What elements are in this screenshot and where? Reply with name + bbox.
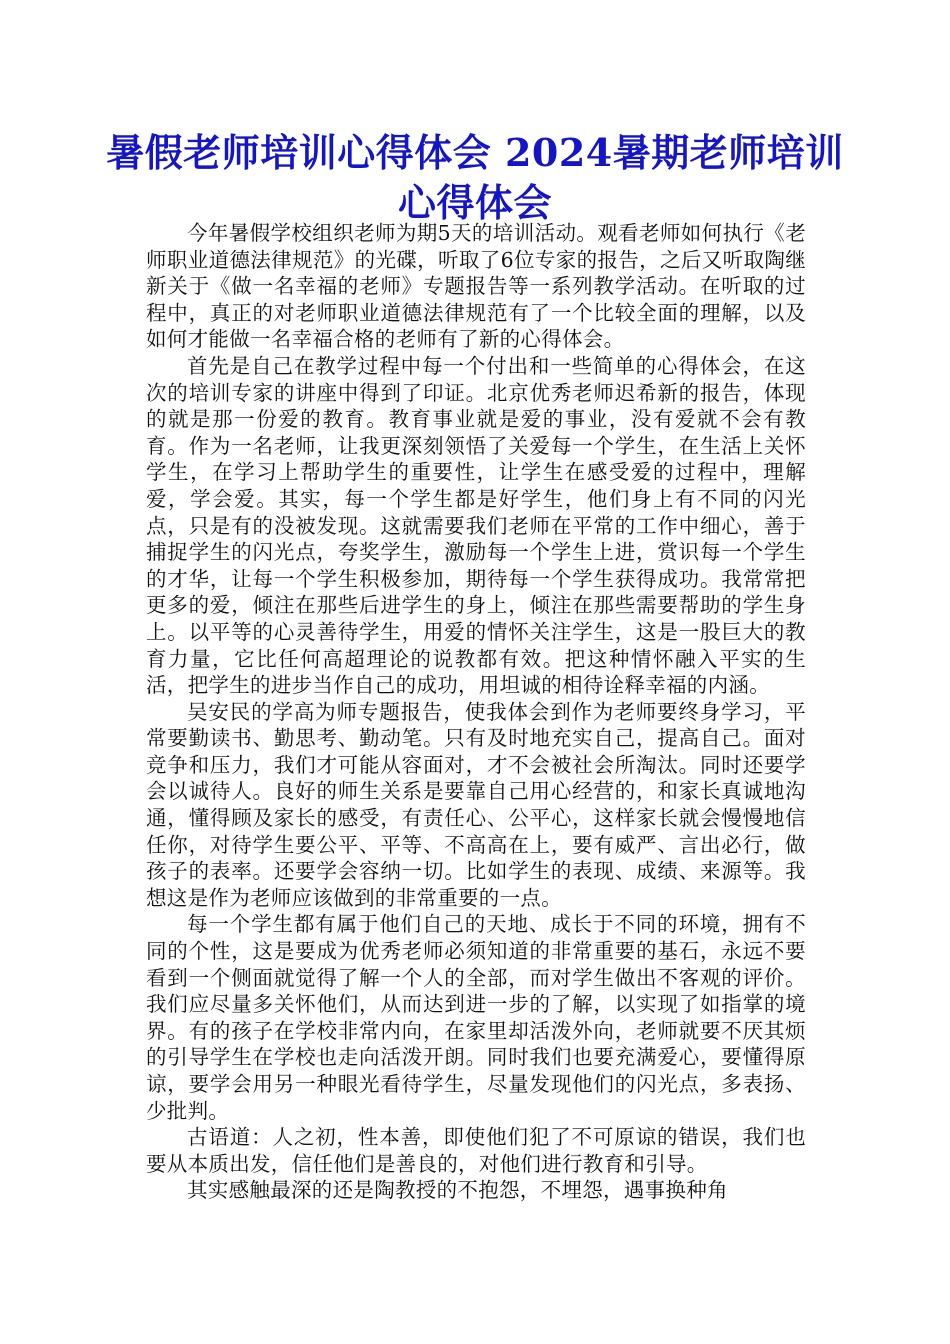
paragraph-5: 古语道：人之初，性本善，即使他们犯了不可原谅的错误，我们也要从本质出发，信任他们是善良的，对他们进行教育和引导。 (146, 1125, 806, 1176)
document-title: 暑假老师培训心得体会 2024暑期老师培训心得体会 (106, 130, 844, 225)
paragraph-2: 首先是自己在教学过程中每一个付出和一些简单的心得体会，在这次的培训专家的讲座中得到了印证。北京优秀老师迟希新的报告，体现的就是那一份爱的教育。教育事业就是爱的事业，没有爱就不会有教育。作为一名老师，让我更深刻领悟了关爱每一个学生，在生活上关怀学生，在学习上帮助学生的重要性，让学生在感受爱的过程中，理解爱，学会爱。其实，每一个学生都是好学生，他们身上有不同的闪光点，只是有的没被发现。这就需要我们老师在平常的工作中细心，善于捕捉学生的闪光点，夸奖学生，激励每一个学生上进，赏识每一个学生的才华，让每一个学生积极参加，期待每一个学生获得成功。我常常把更多的爱，倾注在那些后进学生的身上，倾注在那些需要帮助的学生身上。以平等的心灵善待学生，用爱的情怀关注学生，这是一股巨大的教育力量，它比任何高超理论的说教都有效。把这种情怀融入平实的生活，把学生的进步当作自己的成功，用坦诚的相待诠释幸福的内涵。 (146, 353, 806, 698)
paragraph-3: 吴安民的学高为师专题报告，使我体会到作为老师要终身学习，平常要勤读书、勤思考、勤动笔。只有及时地充实自己，提高自己。面对竞争和压力，我们才可能从容面对，才不会被社会所淘汰。同时还要学会以诚待人。良好的师生关系是要靠自己用心经营的，和家长真诚地沟通，懂得顾及家长的感受，有责任心、公平心，这样家长就会慢慢地信任你，对待学生要公平、平等、不高高在上，要有威严、言出必行，做孩子的表率。还要学会容纳一切。比如学生的表现、成绩、来源等。我想这是作为老师应该做到的非常重要的一点。 (146, 699, 806, 910)
paragraph-6: 其实感触最深的还是陶教授的不抱怨，不埋怨，遇事换种角 (187, 1178, 728, 1203)
paragraph-1: 今年暑假学校组织老师为期5天的培训活动。观看老师如何执行《老师职业道德法律规范》的光碟，听取了6位专家的报告，之后又听取陶继新关于《做一名幸福的老师》专题报告等一系列教学活动。在听取的过程中，真正的对老师职业道德法律规范有了一个比较全面的理解，以及如何才能做一名幸福合格的老师有了新的心得体会。 (146, 221, 806, 352)
paragraph-4: 每一个学生都有属于他们自己的天地、成长于不同的环境，拥有不同的个性，这是要成为优秀老师必须知道的非常重要的基石，永远不要看到一个侧面就觉得了解一个人的全部，而对学生做出不客观的评价。我们应尽量多关怀他们，从而达到进一步的了解，以实现了如指掌的境界。有的孩子在学校非常内向，在家里却活泼外向，老师就要不厌其烦的引导学生在学校也走向活泼开朗。同时我们也要充满爱心，要懂得原谅，要学会用另一种眼光看待学生，尽量发现他们的闪光点，多表扬、少批判。 (146, 912, 806, 1123)
document-body (146, 220, 806, 1204)
